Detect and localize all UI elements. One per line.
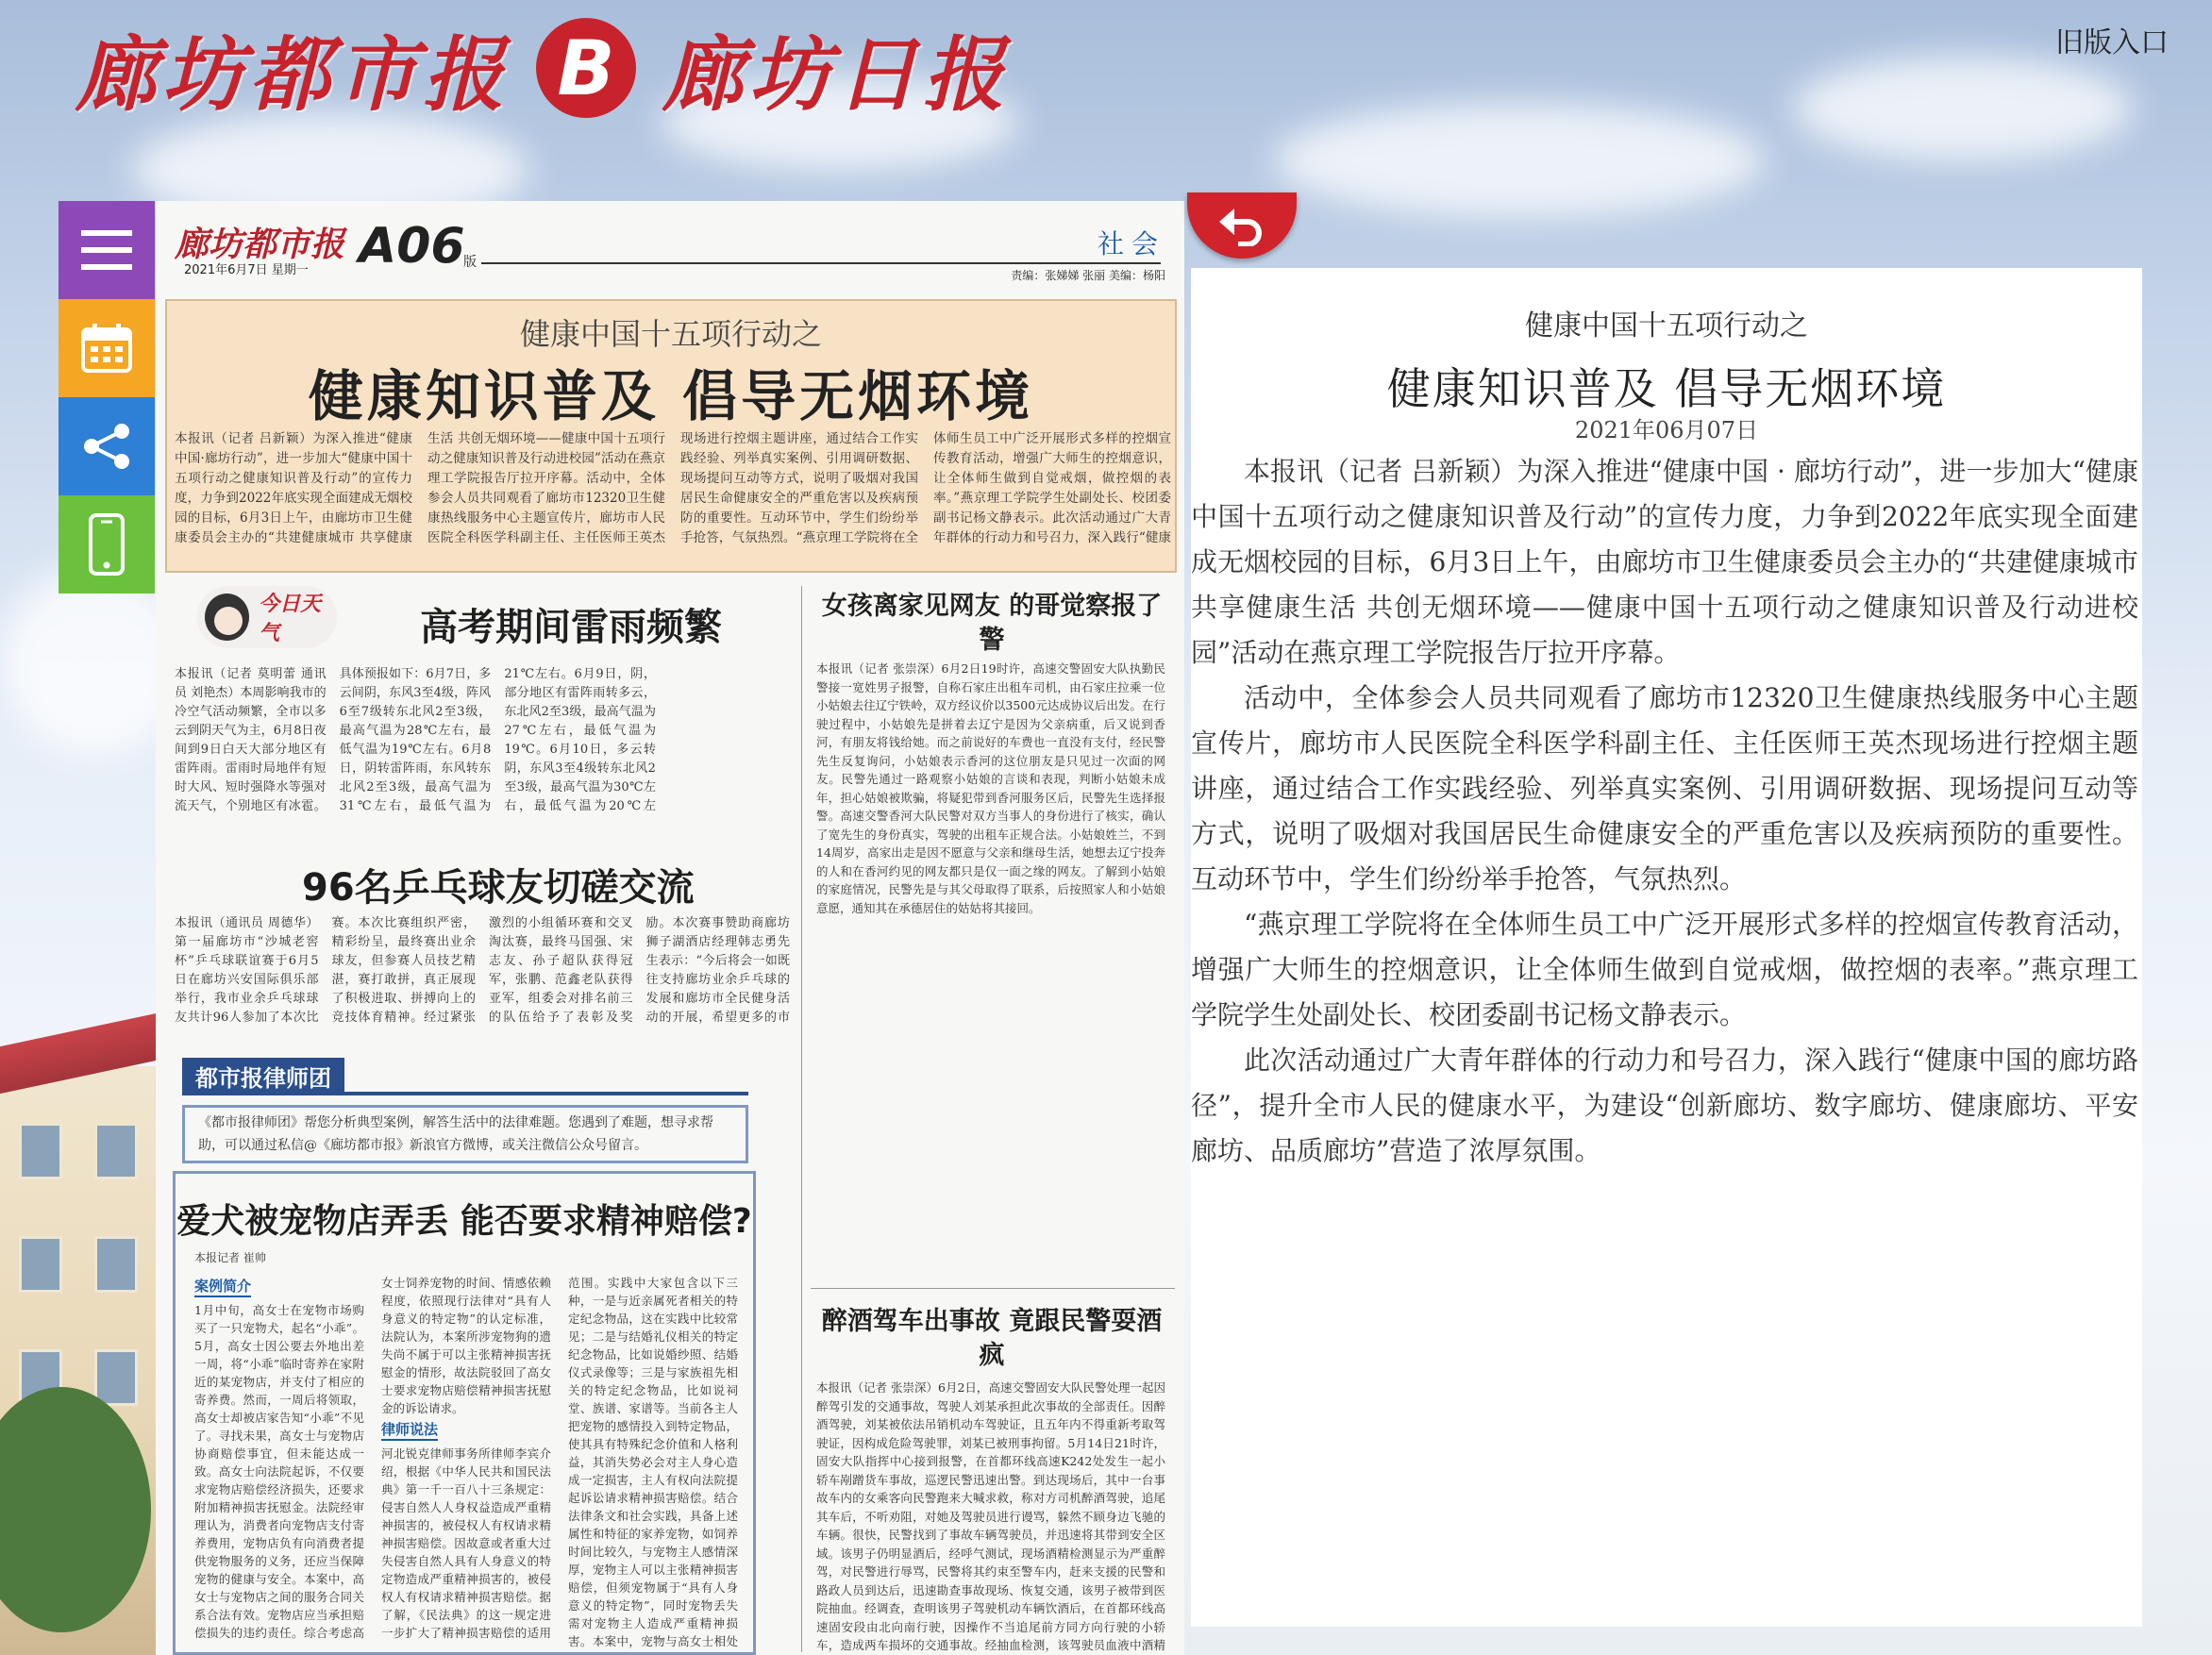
article-paragraph: “燕京理工学院将在全体师生员工中广泛开展形式多样的控烟宣传教育活动，增强广大师生的控烟意识，让全体师生做到自觉戒烟，做控烟的表率。”燕京理工学院学生处副处长、校团委副书记杨文静表示。 <box>1191 909 2138 1030</box>
page-section: 社会 <box>1097 228 1165 259</box>
newspaper-page[interactable] <box>156 201 1184 1655</box>
sky-cloud <box>1793 57 2133 160</box>
lawyer-article-title: 爱犬被宠物店弄丢 能否要求精神赔偿? <box>176 1202 752 1241</box>
back-button[interactable] <box>1187 192 1297 259</box>
brand-metro-title: 廊坊都市报 <box>75 27 510 123</box>
girl-story-title[interactable]: 女孩离家见网友 的哥觉察报了警 <box>821 592 1163 655</box>
lawyer-article-body <box>194 1274 738 1651</box>
story-divider <box>811 1288 1175 1289</box>
pingpong-body: 本报讯（通讯员 周德华）第一届廊坊市“沙城老窖杯”乒乓球联谊赛于6月5日在廊坊兴安国际俱乐部举行，我市业余乒乓球球友共计96人参加了本次比赛。本次比赛组织严密，精彩纷呈，最终赛出业余球友，但参赛人员技艺精湛，赛打敢拼，真正展现了积极进取、拼搏向上的竞技体育精神。经过紧张激烈的小组循环赛和交叉淘汰赛，最终马国强、宋志友、孙子超队获得冠军，张鹏、范鑫老队获得亚军，组委会对排名前三的队伍给予了表彰及奖励。本次赛事赞助商廊坊狮子湖酒店经理韩志勇先生表示：“今后将会一如既往支持廊坊业余乒乓球的发展和廊坊市全民健身活动的开展，希望更多的市 <box>175 916 790 1025</box>
lawyer-opinion-tag: 律师说法 <box>381 1421 438 1441</box>
share-icon <box>80 420 133 473</box>
header-rule <box>481 262 1161 264</box>
calendar-icon <box>80 322 133 375</box>
page-number: A06 <box>359 218 465 275</box>
drunk-story-body: 本报讯（记者 张崇深）6月2日，高速交警固安大队民警处理一起因醉驾引发的交通事故，驾驶人刘某承担此次事故的全部责任。因醉酒驾驶，刘某被依法吊销机动车驾驶证，且五年内不得重新考取驾驶证，因构成危险驾驶罪，刘某已被刑事拘留。5月14日21时许，固安大队指挥中心接到报警，在首都环线高速K242处发生一起小轿车剐蹭货车事故，巡逻民警迅速出警。到达现场后，其中一台事故车内的女乘客向民警跑来大喊求救，称对方司机醉酒驾驶，追尾其车后，不听劝阻，对她及驾驶员进行谩骂，躲然不顾身边飞驰的车辆。很快，民警找到了事故车辆驾驶员，并迅速将其带到安全区域。该男子仍明显酒后，经呼气测试，现场酒精检测显示为严重醉驾，对民警进行辱骂，民警将其约束至警车内，赶来支援的民警和路政人员到达后，迅速勘查事故现场、恢复交通，该男子被带到医院抽血。经调查，查明该男子驾驶机动车辆饮酒后，在首都环线高速固安段由北向南行驶，因操作不当追尾前方同方向行驶的小轿车，造成两车损坏的交通事故。经抽血检测，该驾驶员血液中酒精 <box>816 1380 1165 1652</box>
weather-badge-label: 今日天气 <box>259 592 322 645</box>
article-date: 2021年06月07日 <box>1574 417 1759 443</box>
old-version-link[interactable]: 旧版入口 <box>2055 26 2169 59</box>
weather-body: 本报讯（记者 莫明蕾 通讯员 刘艳杰）本周影响我市的冷空气活动频繁，全市以多云到阴天气为主，6月8日夜间到9日白天大部分地区有雷阵雨。雷雨时局地伴有短时大风、短时强降水等强对流天气，个别地区有冰雹。具体预报如下：6月7日，多云间阴，东风3至4级，阵风6至7级转东北风2至3级，最高气温为28℃左右，最低气温为19℃左右。6月8日，阴转雷阵雨，东风转东北风2至3级，最高气温为31℃左右，最低气温为21℃左右。6月9日，阴，部分地区有雷阵雨转多云，东北风2至3级，最高气温为27℃左右，最低气温为19℃。6月10日，多云转阴，东风3至4级转东北风2至3级，最高气温为30℃左右，最低气温为20℃左 <box>175 667 656 813</box>
mobile-button[interactable] <box>59 495 155 593</box>
pingpong-title[interactable]: 96名乒乓球友切磋交流 <box>302 866 695 910</box>
brand-daily-title: 廊坊日报 <box>662 27 1010 123</box>
lawyer-article[interactable] <box>173 1171 756 1655</box>
calendar-button[interactable] <box>59 299 155 397</box>
girl-avatar-icon <box>205 593 249 641</box>
lawyer-column-header <box>182 1058 748 1095</box>
case-intro-tag: 案例简介 <box>194 1278 251 1297</box>
article-kicker: 健康中国十五项行动之 <box>1525 309 1808 343</box>
article-title: 健康知识普及 倡导无烟环境 <box>1386 363 1947 414</box>
lead-title: 健康知识普及 倡导无烟环境 <box>308 364 1034 428</box>
article-paragraph: 活动中，全体参会人员共同观看了廊坊市12320卫生健康热线服务中心主题宣传片，廊坊市人民医院全科医学科副主任、主任医师王英杰现场进行控烟主题讲座，通过结合工作实践经验、列举真实案例、引用调研数据、现场提问互动等方式，说明了吸烟对我国居民生命健康安全的严重危害以及疾病预防的重要性。互动环节中，学生们纷纷举手抢答，气氛热烈。 <box>1191 682 2138 894</box>
article-paragraph: 此次活动通过广大青年群体的行动力和号召力，深入践行“健康中国的廊坊路径”，提升全市人民的健康水平，为建设“创新廊坊、数字廊坊、健康廊坊、平安廊坊、品质廊坊”营造了浓厚氛围。 <box>1191 1045 2138 1166</box>
lawyer-column-intro: 《都市报律师团》帮您分析典型案例，解答生活中的法律难题。您遇到了难题，想寻求帮助，可以通过私信@《廊坊都市报》新浪官方微博，或关注微信公众号留言。 <box>182 1105 748 1163</box>
weather-title[interactable]: 高考期间雷雨频繁 <box>420 606 722 649</box>
lawyer-article-byline: 本报记者 崔帅 <box>194 1251 266 1264</box>
drunk-story-title[interactable]: 醉酒驾车出事故 竟跟民警耍酒疯 <box>821 1307 1163 1370</box>
case-intro-body: 1月中旬，高女士在宠物市场购买了一只宠物犬，起名“小乖”。5月，高女士因公要去外地出差一周，将“小乖”临时寄养在家附近的某宠物店，并支付了相应的寄养费。然而，一周后将领取，高女士却被店家告知“小乖”不见了。寻找未果，高女士与宠物店协商赔偿事宜，但未能达成一致。高女士向法院起诉，不仅要求宠物店赔偿经济损失，还要求附加精神损害抚慰金。法院经审理认为，消费者向宠物店支付寄养费用，宠物店负有向消费者提供宠物服务的义务，还应当保障宠物的健康与安全。本案中，高女士与宠物店之间的服务合同关系合法有效。宠物店应当承担赔偿损失的违约责任。综合考虑高女士饲养宠物的时间、情感依赖程度，依照现行法律对“具有人身意义的特定物”的认定标准，法院认为，本案所涉宠物狗的遗失尚不属于可以主张精神损害抚慰金的情形，故法院驳回了高女士要求宠物店赔偿精神损害抚慰金的诉讼请求。 <box>194 1276 551 1640</box>
lawyer-column-title: 都市报律师团 <box>182 1058 344 1095</box>
article-body <box>1191 449 2138 1174</box>
site-masthead <box>75 9 1010 126</box>
mobile-icon <box>88 512 126 577</box>
side-toolbar <box>59 201 155 593</box>
column-divider <box>801 586 802 1652</box>
page-header <box>156 201 1184 292</box>
share-button[interactable] <box>59 397 155 495</box>
sky-cloud <box>1274 104 1765 217</box>
lead-body: 本报讯（记者 吕新颖）为深入推进“健康中国·廊坊行动”，进一步加大“健康中国十五项行动之健康知识普及行动”的宣传力度，力争到2022年底实现全面建成无烟校园的目标，6月3日上午，由廊坊市卫生健康委员会主办的“共建健康城市 共享健康生活 共创无烟环境——健康中国十五项行动之健康知识普及行动进校园”活动在燕京理工学院报告厅拉开序幕。活动中，全体参会人员共同观看了廊坊市12320卫生健康热线服务中心主题宣传片，廊坊市人民医院全科医学科副主任、主任医师王英杰现场进行控烟主题讲座，通过结合工作实践经验、列举真实案例、引用调研数据、现场提问互动等方式，说明了吸烟对我国居民生命健康安全的严重危害以及疾病预防的重要性。互动环节中，学生们纷纷举手抢答，气氛热烈。“燕京理工学院将在全体师生员工中广泛开展形式多样的控烟宣传教育活动，增强广大师生的控烟意识，让全体师生做到自觉戒烟，做控烟的表率。”燕京理工学院学生处副处长、校团委副书记杨文静表示。此次活动通过广大青年群体的行动力和号召力，深入践行“健康 <box>175 431 1171 545</box>
article-paragraph: 本报讯（记者 吕新颖）为深入推进“健康中国 · 廊坊行动”，进一步加大“健康中国十五项行动之健康知识普及行动”的宣传力度，力争到2022年底实现全面建成无烟校园的目标，6月3日上午，由廊坊市卫生健康委员会主办的“共建健康城市 共享健康生活 共创无烟环境——健康中国十五项行动之健康知识普及行动进校园”活动在燕京理工学院报告厅拉开序幕。 <box>1191 456 2138 668</box>
lawyer-opinion-body: 河北锐克律师事务所律师李宾介绍，根据《中华人民共和国民法典》第一千一百八十三条规定：侵害自然人人身权益造成严重精神损害的，被侵权人有权请求精神损害赔偿。因故意或者重大过失侵害自然人具有人身意义的特定物造成严重精神损害的，被侵权人有权请求精神损害赔偿。据了解，《民法典》的这一规定进一步扩大了精神损害赔偿的适用范围。实践中大家包含以下三种，一是与近亲属死者相关的特定纪念物品，这在实践中比较常见；二是与结婚礼仪相关的特定纪念物品，比如说婚纱照、结婚仪式录像等；三是与家族祖先相关的特定纪念物品，比如说祠堂、族谱、家谱等。当前各主人把宠物的感情投入到特定物品，使其具有特殊纪念价值和人格利益，其消失势必会对主人身心造成一定损害，主人有权向法院提起诉讼请求精神损害赔偿。结合法律条文和社会实践，具备上述属性和特征的家养宠物，如饲养时间比较久，与宠物主人感情深厚，宠物主人可以主张精神损害赔偿，但须宠物属于“具有人身意义的特定物”，同时宠物丢失需对宠物主人造成严重精神损害。本案中，宠物与高女士相处 <box>381 1276 738 1648</box>
page-masthead: 廊坊都市报 <box>175 225 345 264</box>
page-editors: 责编：张娣娣 张丽 美编：杨阳 <box>1011 269 1165 282</box>
girl-story-body: 本报讯（记者 张崇深）6月2日19时许，高速交警固安大队执勤民警接一宽姓男子报警，自称石家庄出租车司机，由石家庄拉乘一位小姑娘去往辽宁铁岭，双方经议价以3500元达成协议后出发。在行驶过程中，小姑娘先是拼着去辽宁是因为父亲病重，后又说到香河，有朋友将钱给她。而之前说好的车费也一直没有支付，经民警先生反复询问，小姑娘表示香河的这位朋友是只见过一次面的网友。民警先通过一路观察小姑娘的言谈和表现，判断小姑娘未成年，担心姑娘被欺骗，将疑犯带到香河服务区后，民警先生选择报警。高速交警香河大队民警对双方当事人的身份进行了核实，确认了宽先生的身份真实，驾驶的出租车正规合法。小姑娘姓兰，不到14周岁，高家出走是因不愿意与父亲和继母生活，她想去辽宁投奔的人和在香河约见的网友都只是仅一面之缘的网友。了解到小姑娘的家庭情况，民警先是与其父母取得了联系，后按照家人和小姑娘意愿，通知其在承德居住的姑姑将其接回。 <box>816 661 1165 915</box>
article-reader <box>1191 268 2142 1627</box>
return-arrow-icon <box>1217 205 1266 246</box>
menu-icon <box>79 228 134 272</box>
lead-article[interactable] <box>165 299 1177 573</box>
page-number-suffix: 版 <box>463 255 477 270</box>
menu-button[interactable] <box>59 201 155 299</box>
brand-logo: B <box>536 18 636 118</box>
page-date: 2021年6月7日 星期一 <box>184 263 309 277</box>
lead-kicker: 健康中国十五项行动之 <box>519 316 822 352</box>
weather-badge <box>197 586 337 648</box>
